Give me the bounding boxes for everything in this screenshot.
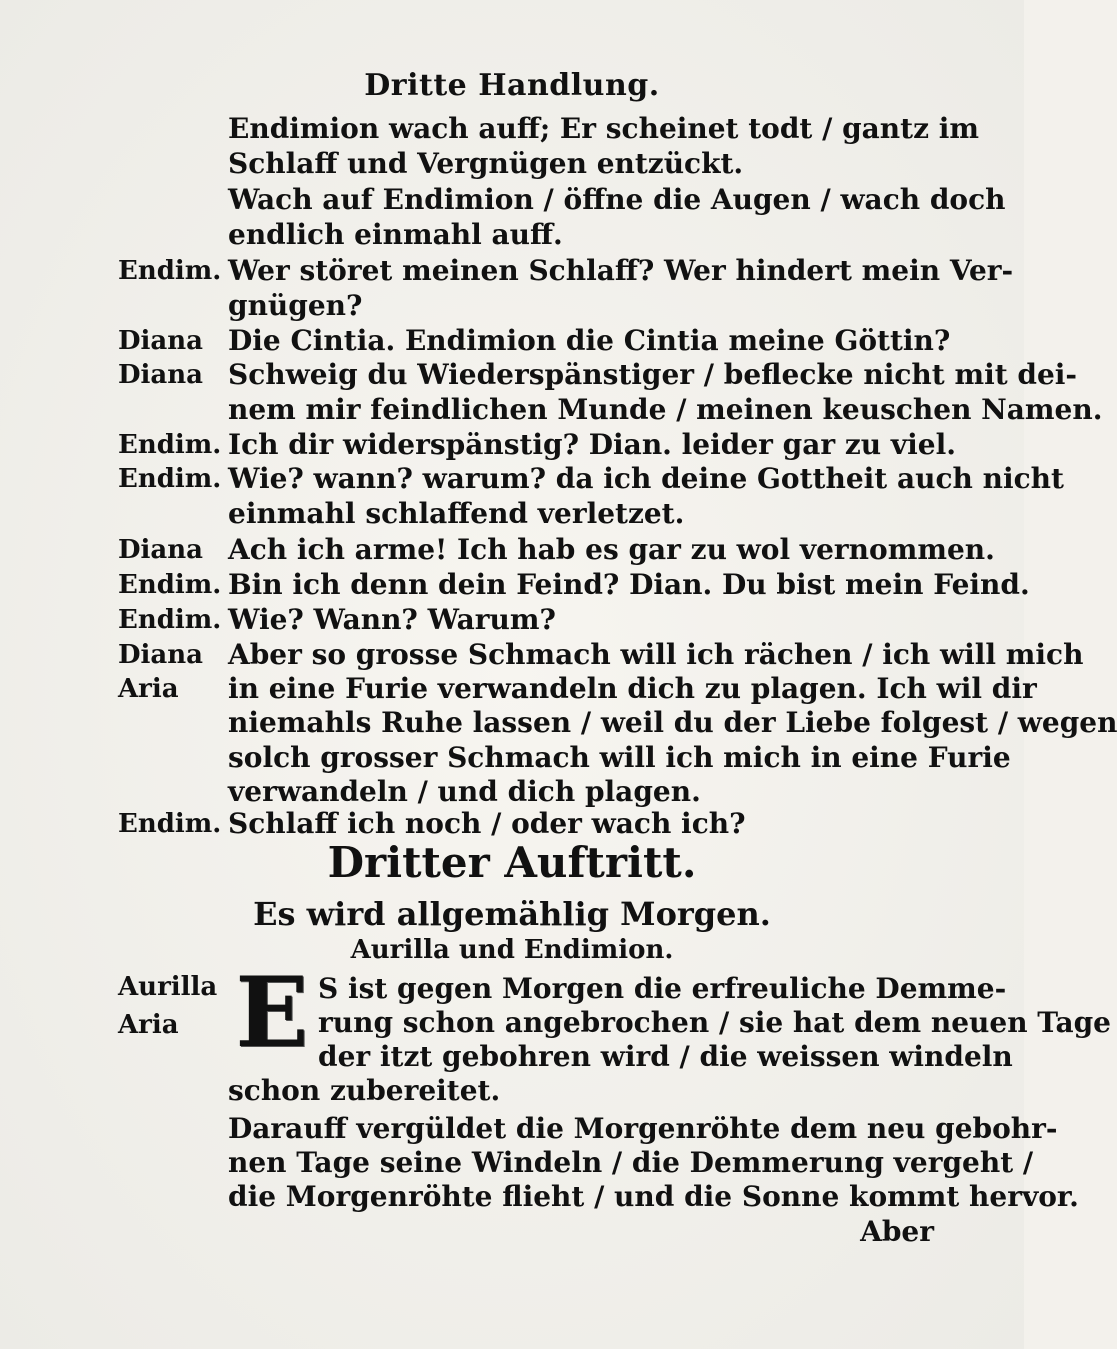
text-line: nem mir feindlichen Munde / meinen keuschen Namen. [228,393,1103,426]
speaker-label: Endim. [118,605,222,635]
speaker-label: Aria [118,1010,179,1040]
text-line: endlich einmahl auff. [228,218,563,251]
speaker-label: Diana [118,326,204,356]
speaker-label: Endim. [118,809,222,839]
scene-cast: Aurilla und Endimion. [350,935,674,965]
text-line: verwandeln / und dich plagen. [228,775,701,808]
text-line: Aber so grosse Schmach will ich rächen / ich will mich [228,638,1084,671]
speaker-label: Aurilla [118,972,218,1002]
text-line: der itzt gebohren wird / die weissen windeln [318,1040,1013,1073]
text-line: gnügen? [228,289,363,322]
drop-cap: E [235,956,309,1069]
speaker-label: Diana [118,360,204,390]
text-line: Wie? wann? warum? da ich deine Gottheit auch nicht [228,462,1064,495]
text-line: Die Cintia. Endimion die Cintia meine Göttin? [228,324,951,357]
text-line: solch grosser Schmach will ich mich in eine Furie [228,741,1011,774]
text-line: Schlaff ich noch / oder wach ich? [228,807,746,840]
text-line: Wie? Wann? Warum? [228,603,556,636]
speaker-label: Diana [118,535,204,565]
catchword: Aber [860,1215,934,1248]
text-line: Darauff vergüldet die Morgenröhte dem neu gebohr- [228,1112,1058,1145]
text-line: Bin ich denn dein Feind? Dian. Du bist mein Feind. [228,568,1030,601]
scene-subtitle: Es wird allgemählig Morgen. [253,895,771,933]
speaker-label: Aria [118,674,179,704]
text-line: einmahl schlaffend verletzet. [228,497,685,530]
text-line: Schweig du Wiederspänstiger / beflecke nicht mit dei- [228,358,1078,391]
text-line: Ach ich arme! Ich hab es gar zu wol vernommen. [228,533,995,566]
speaker-label: Endim. [118,570,222,600]
page-header: Dritte Handlung. [364,68,660,103]
text-line: S ist gegen Morgen die erfreuliche Demme- [318,972,1007,1005]
speaker-label: Diana [118,640,204,670]
text-line: Wach auf Endimion / öffne die Augen / wach doch [228,183,1006,216]
text-line: die Morgenröhte flieht / und die Sonne kommt hervor. [228,1180,1079,1213]
speaker-label: Endim. [118,256,222,286]
text-line: Endimion wach auff; Er scheinet todt / gantz im [228,112,980,145]
scene-title: Dritter Auftritt. [327,838,697,887]
text-line: rung schon angebrochen / sie hat dem neuen Tage [318,1006,1111,1039]
text-line: Ich dir widerspänstig? Dian. leider gar zu viel. [228,428,956,461]
text-line: Schlaff und Vergnügen entzückt. [228,147,744,180]
text-line: Wer störet meinen Schlaff? Wer hindert mein Ver- [228,254,1014,287]
speaker-label: Endim. [118,430,222,460]
text-line: schon zubereitet. [228,1074,501,1107]
text-line: in eine Furie verwandeln dich zu plagen. Ich wil dir [228,672,1037,705]
text-line: niemahls Ruhe lassen / weil du der Liebe folgest / wegen [228,706,1117,739]
text-line: nen Tage seine Windeln / die Demmerung vergeht / [228,1146,1034,1179]
speaker-label: Endim. [118,464,222,494]
